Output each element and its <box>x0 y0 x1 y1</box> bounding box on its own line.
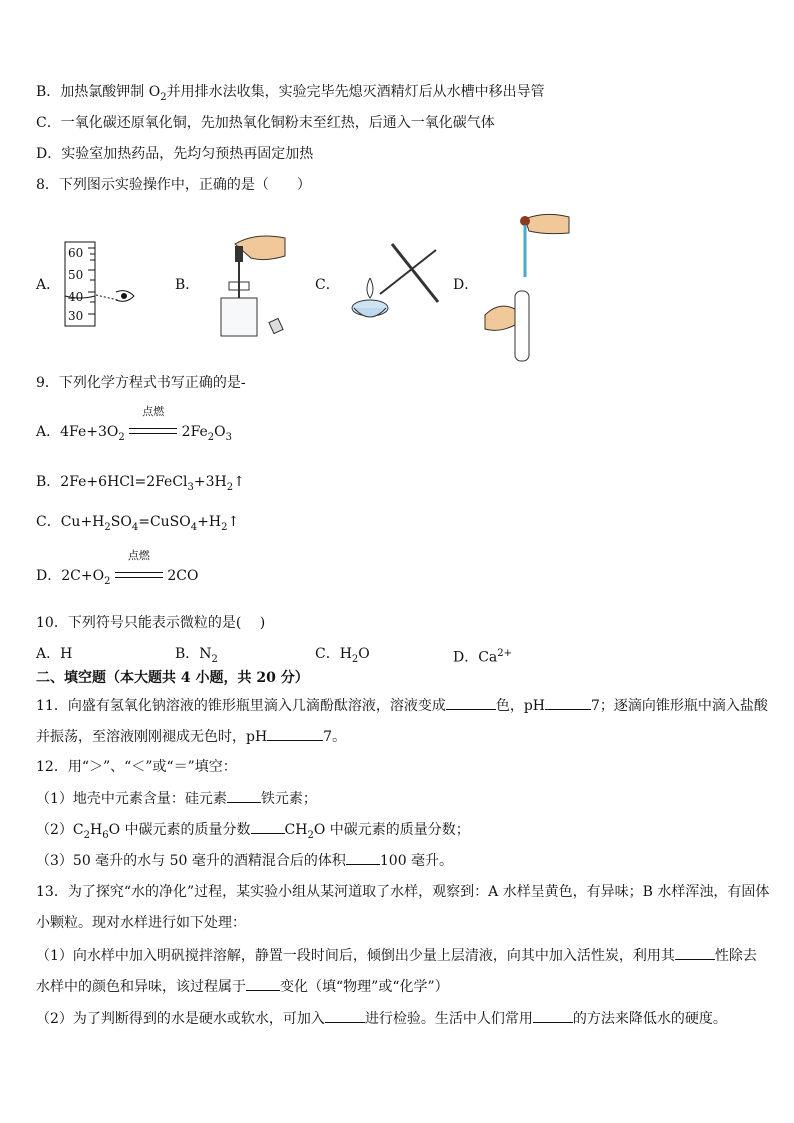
q13-line-1: 13．为了探究“水的净化”过程，某实验小组从某河道取了水样，观察到：A 水样呈黄色，有异味；B 水样浑浊，有固体 <box>36 884 770 900</box>
q10-option-a: A．H <box>36 646 73 662</box>
q12-sub-1: （1）地壳中元素含量：硅元素 铁元素； <box>36 788 317 809</box>
q7-option-c: C．一氧化碳还原氧化铜，先加热氧化铜粉末至红热，后通入一氧化碳气体 <box>36 115 495 131</box>
section-2-heading: 二、填空题（本大题共 4 小题，共 20 分） <box>36 670 309 686</box>
q8-label-b: B． <box>175 277 200 293</box>
q8-label-a: A． <box>36 277 61 293</box>
condition-ignite: 点燃 <box>115 564 163 580</box>
q10-option-b: B．$N_2$ <box>175 646 218 665</box>
q9-option-a: A．$4Fe+3O_2$ 点燃 $2Fe_2O_3$ <box>36 405 233 443</box>
condition-ignite: 点燃 <box>129 420 177 436</box>
q13-sub-1-line-2: 水样中的颜色和异味，该过程属于 变化（填“物理”或“化学”） <box>36 976 449 997</box>
q13-line-2: 小颗粒。现对水样进行如下处理： <box>36 915 246 931</box>
q9-option-b: B．$2Fe+6HCl=2FeCl_3+3H_2↑$ <box>36 474 245 493</box>
q8-label-d: D． <box>453 277 479 293</box>
q11-line-1: 11．向盛有氢氧化钠溶液的锥形瓶里滴入几滴酚酞溶液，溶液变成 色，pH 7；逐滴向锥形瓶中滴入盐酸 <box>36 695 768 716</box>
q12-sub-3: （3）50 毫升的水与 50 毫升的酒精混合后的体积 100 毫升。 <box>36 850 453 871</box>
q9-stem: 9．下列化学方程式书写正确的是- <box>36 375 246 391</box>
q13-sub-1-line-1: （1）向水样中加入明矾搅拌溶解，静置一段时间后，倾倒出少量上层清液，向其中加入活性炭，利用其 性除去 <box>36 945 757 966</box>
q7-option-b: B．加热氯酸钾制 $O_2$并用排水法收集，实验完毕先熄灭酒精灯后从水槽中移出导管 <box>36 84 545 103</box>
tick-60: 60 <box>68 246 84 260</box>
q8-stem: 8．下列图示实验操作中，正确的是（ ） <box>36 177 311 193</box>
q8-label-c: C． <box>315 277 340 293</box>
tick-40: 40 <box>68 290 84 304</box>
q7-option-d: D．实验室加热药品，先均匀预热再固定加热 <box>36 146 314 162</box>
q13-sub-2: （2）为了判断得到的水是硬水或软水，可加入 进行检验。生活中人们常用 的方法来降低水的硬度。 <box>36 1008 727 1029</box>
q11-line-2: 并振荡，至溶液刚刚褪成无色时，pH 7。 <box>36 726 346 747</box>
tick-50: 50 <box>68 268 84 282</box>
q12-sub-2: $(2)C_2H_6O$ 中碳元素的质量分数 $CH_2O$ 中碳元素的质量分数； <box>36 819 470 846</box>
q10-option-d: D．$Ca^{2+}$ <box>453 648 513 666</box>
q10-stem: 10．下列符号只能表示微粒的是( ) <box>36 615 266 631</box>
dropper-bottle-image <box>215 232 295 342</box>
dropper-test-tube-image <box>485 205 575 365</box>
tick-30: 30 <box>68 309 84 323</box>
q9-option-c: C．$Cu+H_2SO_4=CuSO_4+H_2↑$ <box>36 514 240 533</box>
test-tube-heating-image <box>340 238 450 328</box>
q10-option-c: C．$H_2O$ <box>315 646 370 665</box>
q12-stem: 12．用“＞”、“＜”或“＝”填空： <box>36 759 237 775</box>
q9-option-d: D．$2C+O_2$ 点燃 2CO <box>36 549 199 587</box>
